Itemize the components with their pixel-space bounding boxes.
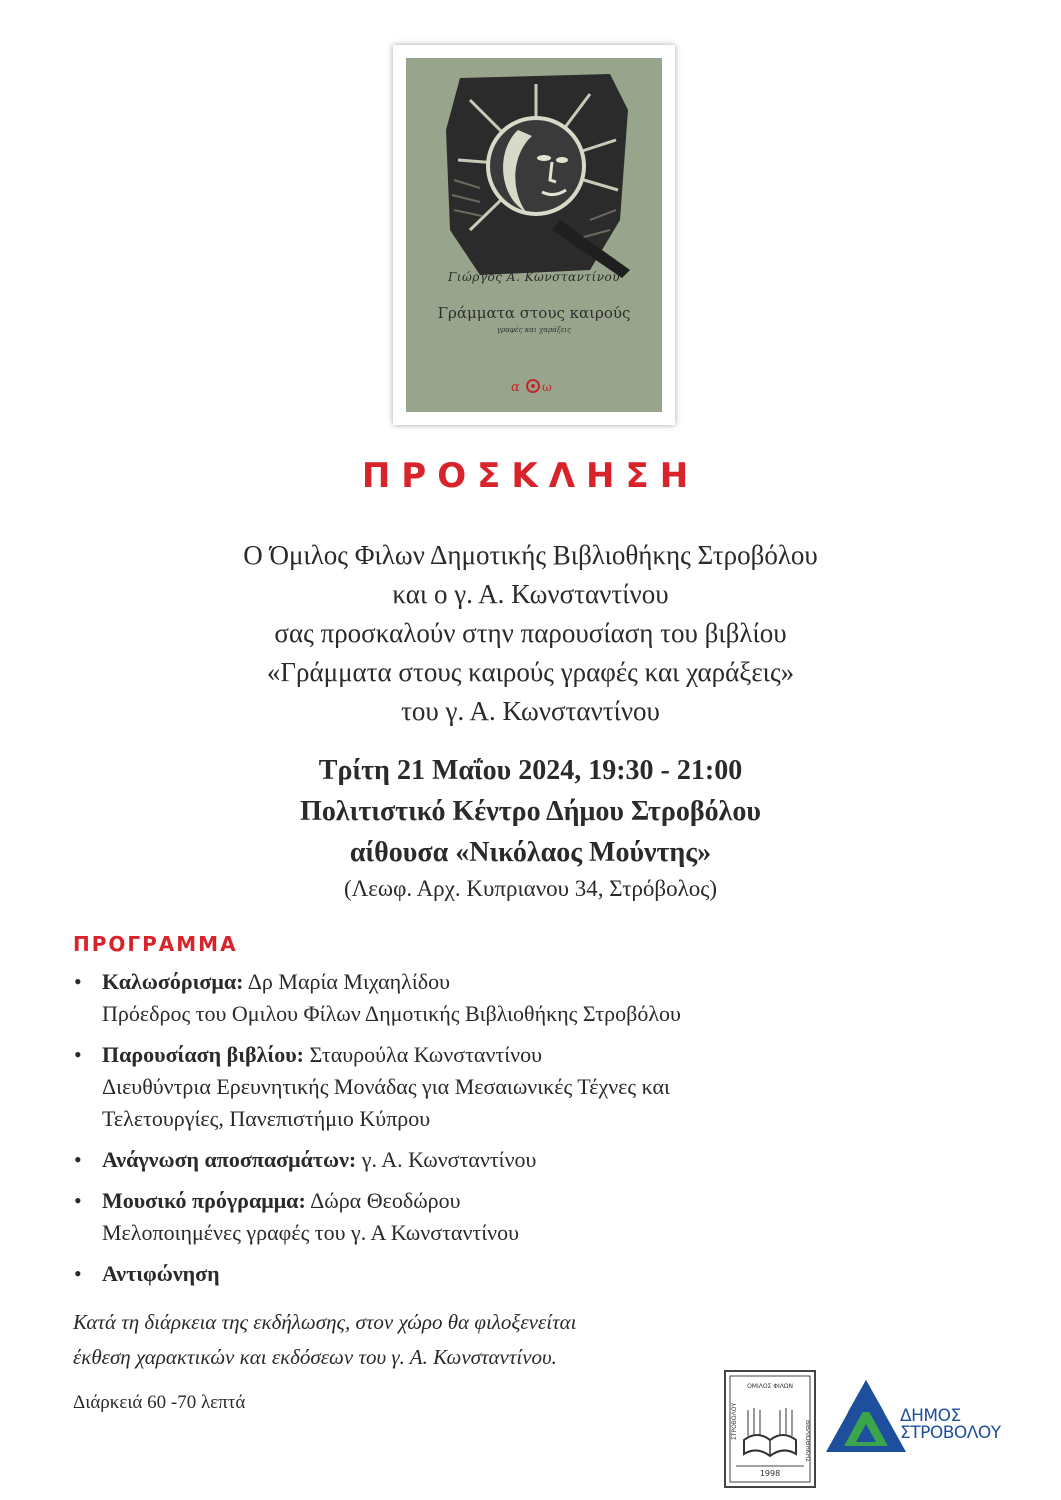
municipality-name <box>900 1408 1030 1442</box>
bullet-icon: • <box>74 1188 82 1213</box>
bullet-icon: • <box>74 969 82 994</box>
invitation-heading: ΠΡΟΣΚΛΗΣΗ <box>361 456 700 496</box>
svg-text:α: α <box>511 380 520 395</box>
program-item <box>70 1144 930 1176</box>
program-item-text: γ. Α. Κωνσταντίνου <box>356 1147 537 1172</box>
event-datetime: Τρίτη 21 Μαΐου 2024, 19:30 - 21:00 <box>318 755 743 786</box>
intro-line: σας προσκαλούν στην παρουσίαση του βιβλίου <box>274 618 787 648</box>
event-hall: αίθουσα «Νικόλαος Μούντης» <box>349 837 712 868</box>
program-list <box>70 966 930 1299</box>
program-item-detail: Μελοποιημένες γραφές του γ. Α Κωνσταντίνου <box>102 1220 519 1245</box>
event-duration: Διάρκειά 60 -70 λεπτά <box>73 1392 246 1413</box>
book-cover <box>406 58 662 412</box>
cover-author-signature: Γιώργος Α. Κωνσταντίνου <box>447 270 621 284</box>
publisher-logo <box>509 376 559 396</box>
exhibition-note <box>73 1305 576 1375</box>
friends-of-library-logo <box>724 1370 816 1488</box>
program-item-detail: Πρόεδρος του Ομιλου Φίλων Δημοτικής Βιβλιοθήκης Στροβόλου <box>102 1001 681 1026</box>
municipality-line: ΔΗΜΟΣ <box>900 1406 961 1426</box>
cover-title: Γράμματα στους καιρούς <box>437 304 631 322</box>
event-address: (Λεωφ. Αρχ. Κυπριανου 34, Στρόβολος) <box>343 876 718 901</box>
cover-subtitle: γραφές και χαράξεις <box>496 326 572 334</box>
intro-line: Ο Όμιλος Φιλων Δημοτικής Βιβλιοθήκης Στροβόλου <box>243 540 818 570</box>
intro-line: και ο γ. Α. Κωνσταντίνου <box>392 579 669 609</box>
intro-line: «Γράμματα στους καιρούς γραφές και χαράξεις» <box>266 657 795 687</box>
bullet-icon: • <box>74 1261 82 1286</box>
svg-text:ΒΙΒΛΙΟΘΗΚΗΣ: ΒΙΒΛΙΟΘΗΚΗΣ <box>804 1420 811 1463</box>
program-item-detail: Τελετουργίες, Πανεπιστήμιο Κύπρου <box>102 1106 431 1131</box>
program-item-label: Αντιφώνηση <box>102 1261 220 1286</box>
book-cover-frame <box>393 45 675 425</box>
bullet-icon: • <box>74 1042 82 1067</box>
event-details <box>0 750 1061 873</box>
svg-text:1998: 1998 <box>759 1469 781 1478</box>
note-line: έκθεση χαρακτικών και εκδόσεων του γ. Α. Κωνσταντίνου. <box>73 1345 557 1369</box>
woodcut-illustration <box>440 70 632 280</box>
event-venue: Πολιτιστικό Κέντρο Δήμου Στροβόλου <box>300 796 761 827</box>
svg-text:ΣΤΡΟΒΟΛΟΥ: ΣΤΡΟΒΟΛΟΥ <box>731 1402 738 1440</box>
program-item-text: Δρ Μαρία Μιχαηλίδου <box>243 969 451 994</box>
program-item <box>70 1039 930 1135</box>
program-item-text: Δώρα Θεοδώρου <box>305 1188 461 1213</box>
municipality-line: ΣΤΡΟΒΟΛΟΥ <box>900 1423 1001 1443</box>
program-item <box>70 1185 930 1249</box>
program-item-label: Παρουσίαση βιβλίου: <box>102 1042 304 1067</box>
program-heading: ΠΡΟΓΡΑΜΜΑ <box>73 932 238 956</box>
program-item <box>70 966 930 1030</box>
note-line: Κατά τη διάρκεια της εκδήλωσης, στον χώρο θα φιλοξενείται <box>73 1310 577 1334</box>
intro-line: του γ. Α. Κωνσταντίνου <box>401 696 660 726</box>
svg-text:ω: ω <box>542 380 552 394</box>
svg-text:ΟΜΙΛΟΣ ΦΙΛΩΝ: ΟΜΙΛΟΣ ΦΙΛΩΝ <box>747 1383 793 1390</box>
program-item-detail: Διευθύντρια Ερευνητικής Μονάδας για Μεσαιωνικές Τέχνες και <box>102 1074 670 1099</box>
program-item-label: Ανάγνωση αποσπασμάτων: <box>102 1147 357 1172</box>
program-item-label: Καλωσόρισμα: <box>102 969 244 994</box>
program-item-label: Μουσικό πρόγραμμα: <box>102 1188 306 1213</box>
bullet-icon: • <box>74 1147 82 1172</box>
program-item <box>70 1258 930 1290</box>
program-item-text: Σταυρούλα Κωνσταντίνου <box>304 1042 543 1067</box>
intro-text <box>0 536 1061 731</box>
